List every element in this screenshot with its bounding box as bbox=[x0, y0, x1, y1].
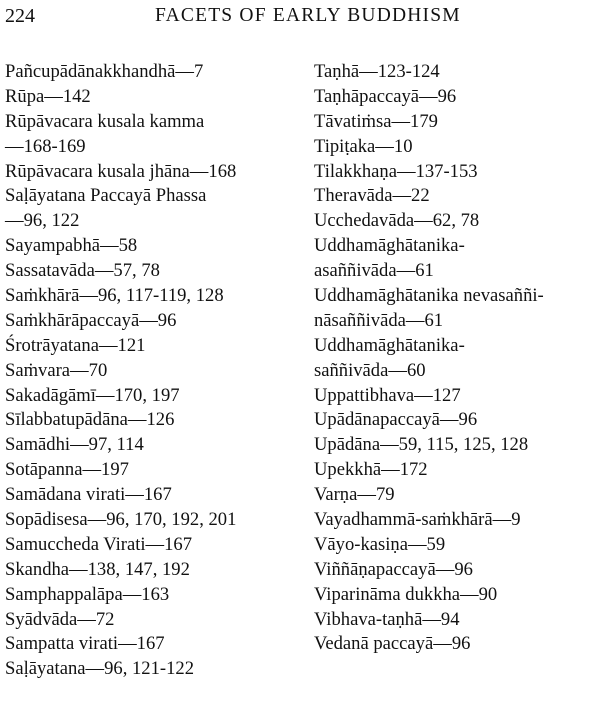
index-entry: Viññāṇapaccayā—96 bbox=[314, 558, 473, 580]
index-entry: Ucchedavāda—62, 78 bbox=[314, 210, 480, 232]
index-entry: Pañcupādānakkhandhā—7 bbox=[5, 61, 204, 82]
index-entry: Vedanā paccayā—96 bbox=[314, 633, 471, 655]
index-entry: Syādvāda—72 bbox=[5, 608, 115, 630]
index-column-left bbox=[5, 60, 295, 682]
index-entry: Samuccheda Virati—167 bbox=[5, 533, 193, 555]
index-entry: Rūpa—142 bbox=[5, 85, 91, 107]
index-entry: Upādānapaccayā—96 bbox=[314, 409, 478, 431]
index-entry: Saṁkhārā—96, 117-119, 128 bbox=[5, 285, 224, 307]
index-entry: Sotāpanna—197 bbox=[5, 459, 129, 481]
index-entry: Vayadhammā-saṁkhārā—9 bbox=[314, 509, 521, 531]
index-entry: Taṇhāpaccayā—96 bbox=[314, 85, 457, 107]
index-entry: Saṁkhārāpaccayā—96 bbox=[5, 309, 177, 331]
index-entry: Upekkhā—172 bbox=[314, 459, 428, 481]
running-title: FACETS OF EARLY BUDDHISM bbox=[155, 5, 461, 26]
index-entry: Rūpāvacara kusala kamma bbox=[5, 110, 205, 132]
index-entry: Sīlabbatupādāna—126 bbox=[5, 409, 175, 431]
index-entry: Samādhi—97, 114 bbox=[5, 434, 144, 456]
index-entry: Sayampabhā—58 bbox=[5, 235, 138, 257]
index-entry: Tipiṭaka—10 bbox=[314, 135, 413, 157]
index-entry: Taṇhā—123-124 bbox=[314, 61, 440, 82]
index-entry: asaññivāda—61 bbox=[314, 260, 434, 282]
index-entry: Uddhamāghātanika- bbox=[314, 334, 465, 356]
index-entry: Theravāda—22 bbox=[314, 185, 430, 207]
index-entry: Vibhava-taṇhā—94 bbox=[314, 608, 460, 630]
index-entry: Vāyo-kasiṇa—59 bbox=[314, 533, 446, 555]
index-entry: Tilakkhaṇa—137-153 bbox=[314, 160, 478, 182]
index-entry: Tāvatiṁsa—179 bbox=[314, 110, 438, 132]
index-entry: Sampatta virati—167 bbox=[5, 633, 165, 655]
index-entry: Saṁvara—70 bbox=[5, 359, 108, 381]
index-entry: Viparināma dukkha—90 bbox=[314, 583, 498, 605]
page-number: 224 bbox=[5, 5, 35, 27]
index-entry: Skandha—138, 147, 192 bbox=[5, 558, 190, 580]
index-entry: nāsaññivāda—61 bbox=[314, 309, 444, 331]
index-entry: —96, 122 bbox=[5, 210, 80, 232]
index-entry: Varṇa—79 bbox=[314, 484, 395, 506]
index-entry: Saḷāyatana—96, 121-122 bbox=[5, 658, 194, 680]
index-entry: Śrotrāyatana—121 bbox=[5, 334, 146, 356]
index-entry: Rūpāvacara kusala jhāna—168 bbox=[5, 160, 237, 182]
index-entry: Sopādisesa—96, 170, 192, 201 bbox=[5, 509, 237, 531]
index-column-right bbox=[314, 60, 594, 657]
index-entry: Uddhamāghātanika nevasaññi- bbox=[314, 285, 544, 307]
index-entry: Samādana virati—167 bbox=[5, 484, 172, 506]
index-entry: saññivāda—60 bbox=[314, 359, 426, 381]
index-entry: Sassatavāda—57, 78 bbox=[5, 260, 160, 282]
index-entry: Samphappalāpa—163 bbox=[5, 583, 170, 605]
index-entry: Sakadāgāmī—170, 197 bbox=[5, 384, 180, 406]
index-entry: Uppattibhava—127 bbox=[314, 384, 461, 406]
index-entry: Upādāna—59, 115, 125, 128 bbox=[314, 434, 529, 456]
index-entry: —168-169 bbox=[5, 135, 86, 157]
page-header bbox=[5, 2, 585, 34]
index-entry: Uddhamāghātanika- bbox=[314, 235, 465, 257]
index-entry: Saḷāyatana Paccayā Phassa bbox=[5, 185, 207, 207]
